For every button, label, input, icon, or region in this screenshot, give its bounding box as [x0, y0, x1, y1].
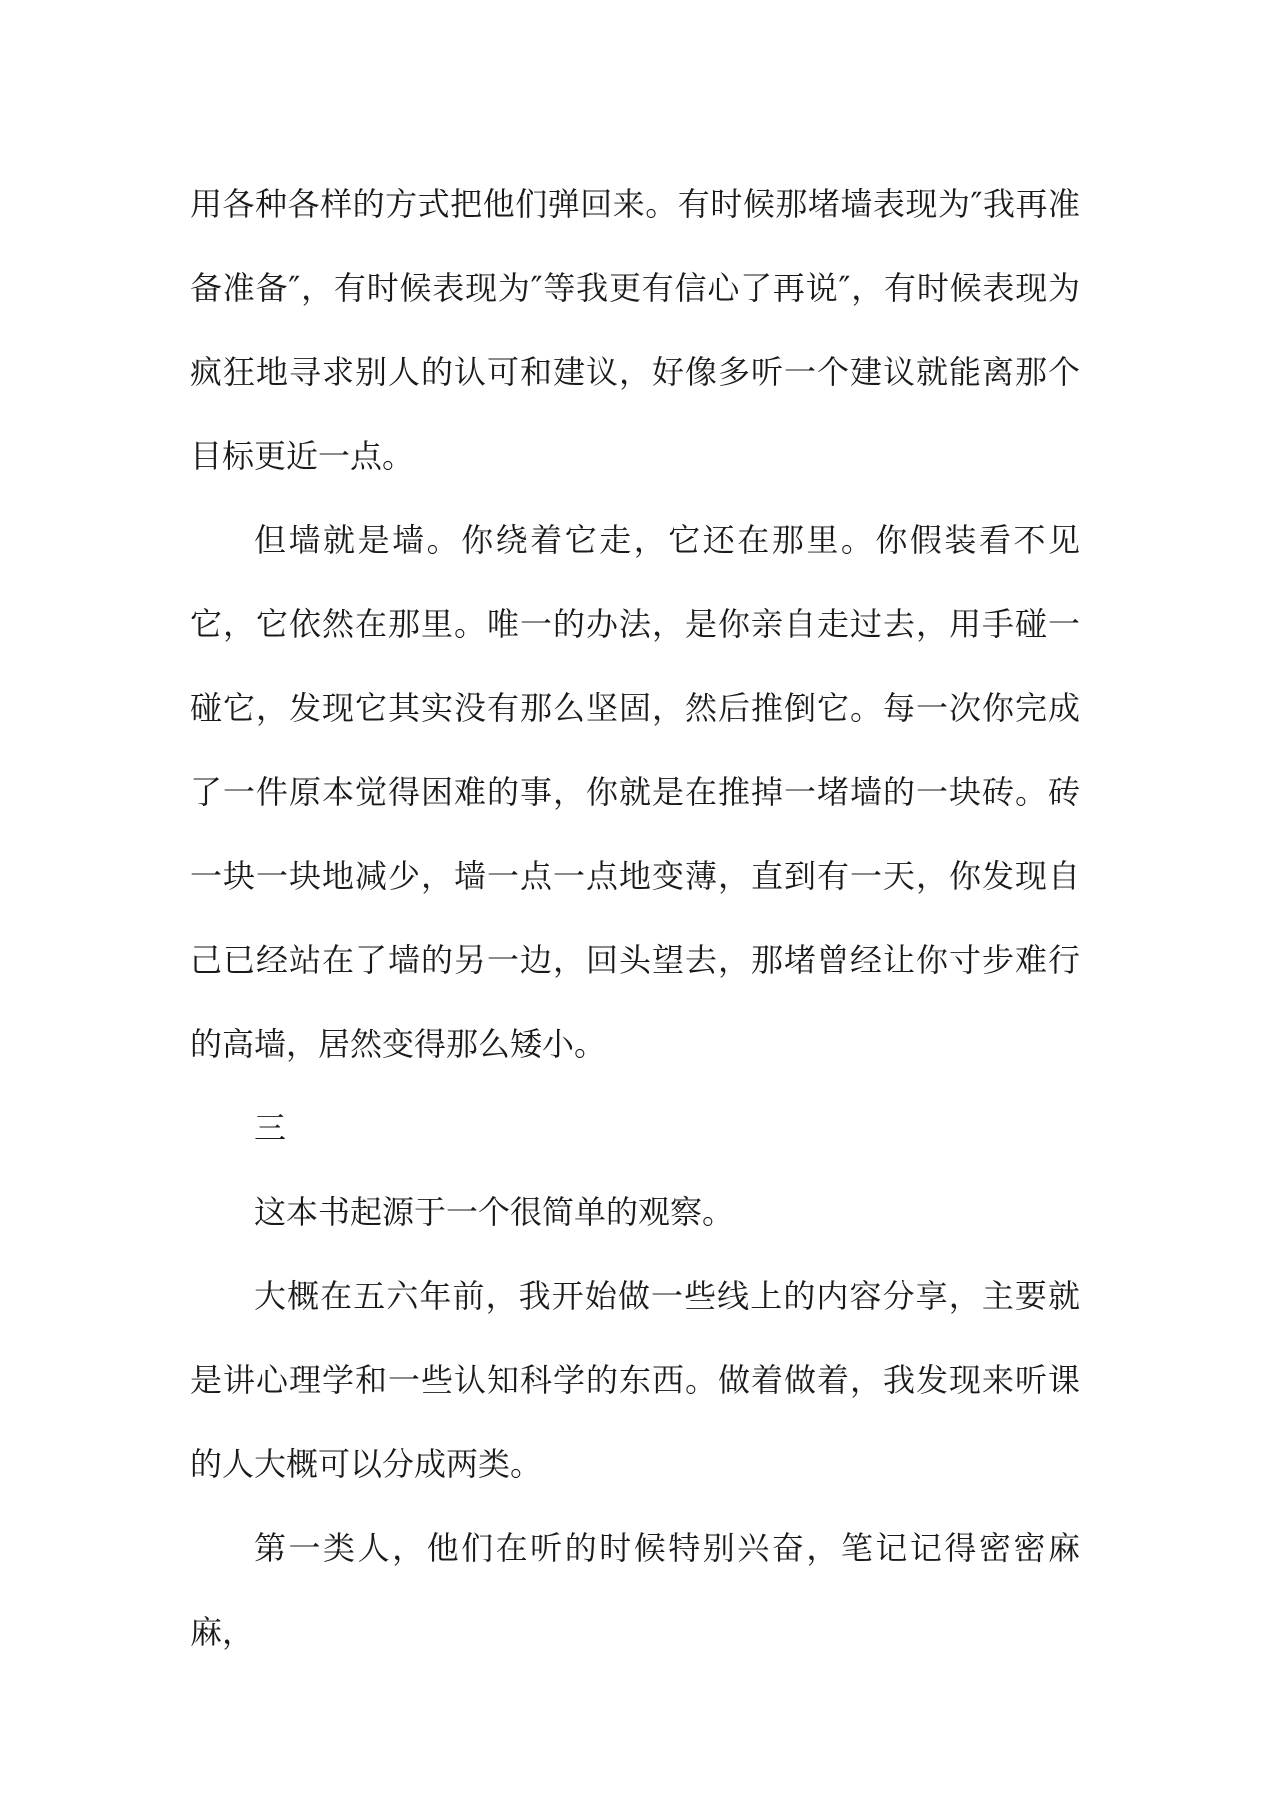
section-number: 三 — [254, 1109, 287, 1147]
body-text — [190, 162, 1080, 1674]
paragraph-continued: 用各种各样的方式把他们弹回来。有时候那堵墙表现为″我再准备准备″，有时候表现为″等我更有信心了再说″，有时候表现为疯狂地寻求别人的认可和建议，好像多听一个建议就能离那个目标更近一点。 — [190, 185, 1080, 475]
paragraph: 但墙就是墙。你绕着它走，它还在那里。你假装看不见它，它依然在那里。唯一的办法，是你亲自走过去，用手碰一碰它，发现它其实没有那么坚固，然后推倒它。每一次你完成了一件原本觉得困难的事，你就是在推掉一堵墙的一块砖。砖一块一块地减少，墙一点一点地变薄，直到有一天，你发现自己已经站在了墙的另一边，回头望去，那堵曾经让你寸步难行的高墙，居然变得那么矮小。 — [190, 521, 1080, 1063]
paragraph: 这本书起源于一个很简单的观察。 — [254, 1193, 735, 1231]
paragraph: 第一类人，他们在听的时候特别兴奋，笔记记得密密麻麻， — [190, 1529, 1080, 1651]
paragraph: 大概在五六年前，我开始做一些线上的内容分享，主要就是讲心理学和一些认知科学的东西。做着做着，我发现来听课的人大概可以分成两类。 — [190, 1277, 1080, 1483]
